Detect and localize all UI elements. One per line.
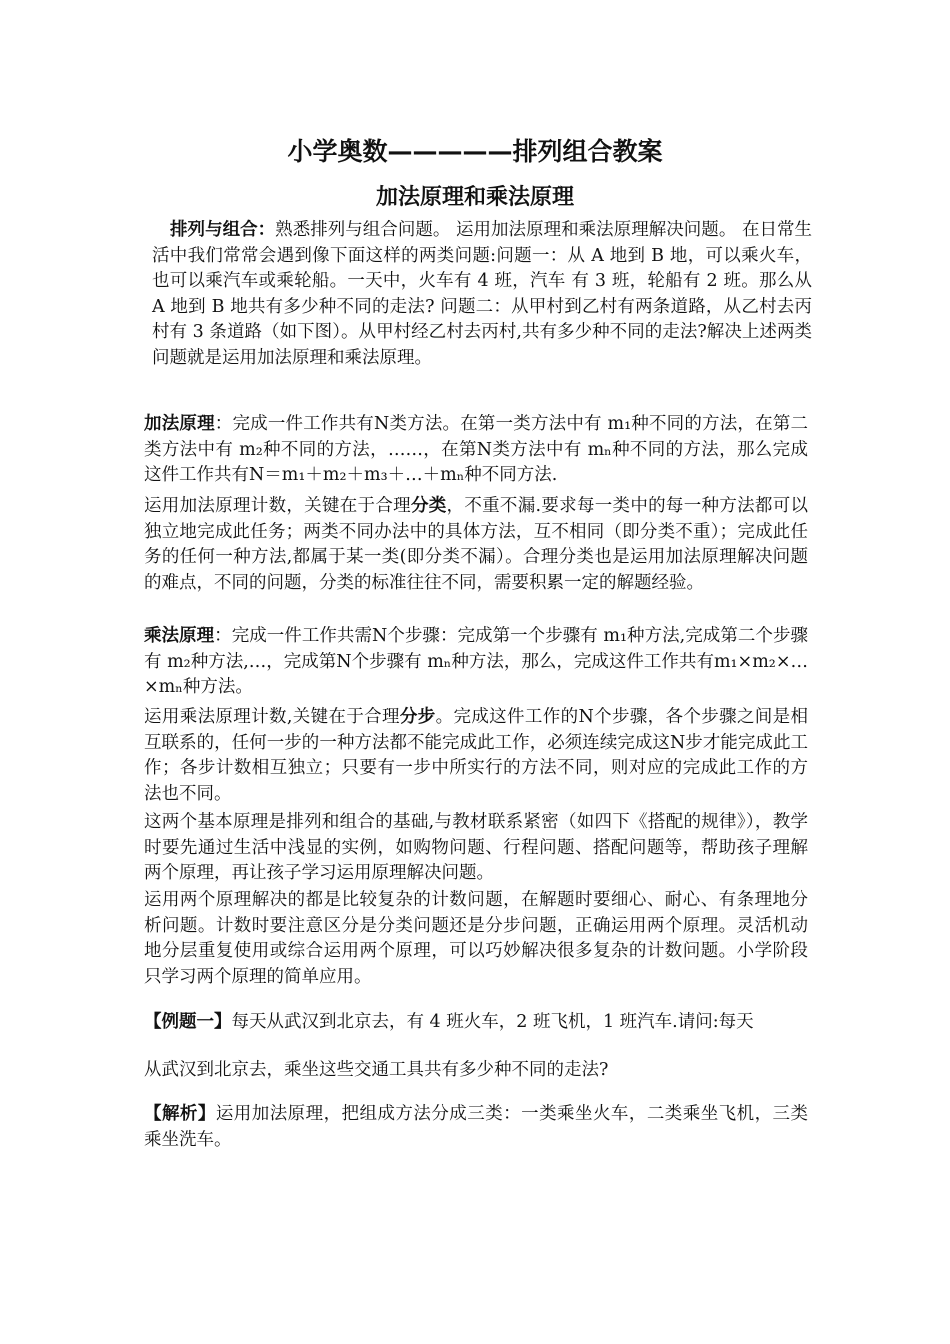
multiplication-note-paragraph (144, 705, 808, 807)
addition-note-bold: 分类 (410, 496, 447, 516)
example-1-line-2: 从武汉到北京去，乘坐这些交通工具共有多少种不同的走法? (144, 1060, 609, 1080)
multiplication-principle-lead: 乘法原理 (144, 626, 215, 646)
multiplication-principle-text: ：完成一件工作共需N个步骤：完成第一个步骤有 m₁种方法,完成第二个步骤有 m₂种方法,…，完成第N个步骤有 mₙ种方法，那么，完成这件工作共有m₁×m₂×…×mₙ种方法。 (144, 626, 809, 697)
example-1-label: 【例题一】 (144, 1012, 232, 1032)
addition-note-paragraph (144, 494, 808, 596)
multiplication-principle-paragraph (144, 624, 808, 701)
section-subtitle: 加法原理和乘法原理 (375, 185, 574, 210)
multiplication-note-before: 运用乘法原理计数,关键在于合理 (144, 707, 400, 727)
addition-principle-lead: 加法原理 (144, 414, 215, 434)
analysis-1-label: 【解析】 (144, 1104, 216, 1124)
intro-paragraph (152, 218, 812, 371)
application-paragraph: 运用两个原理解决的都是比较复杂的计数问题，在解题时要细心、耐心、有条理地分析问题。计数时要注意区分是分类问题还是分步问题，正确运用两个原理。灵活机动地分层重复使用或综合运用两个原理，可以巧妙解决很多复杂的计数问题。小学阶段只学习两个原理的简单应用。 (144, 890, 808, 987)
intro-lead: 排列与组合： (170, 220, 276, 240)
addition-principle-text: ：完成一件工作共有N类方法。在第一类方法中有 m₁种不同的方法，在第二类方法中有 m₂种不同的方法，……，在第N类方法中有 mₙ种不同的方法，那么完成这件工作共有N＝m₁＋m₂＋m₃＋…＋mₙ种不同方法. (144, 414, 809, 485)
multiplication-note-after: 。完成这件工作的N个步骤，各个步骤之间是相互联系的，任何一步的一种方法都不能完成此工作，必须连续完成这N步才能完成此工作；各步计数相互独立；只要有一步中所实行的方法不同，则对应的完成此工作的方法也不同。 (144, 707, 809, 804)
page-title: 小学奥数—————排列组合教案 (287, 137, 663, 166)
intro-text: 熟悉排列与组合问题。 运用加法原理和乘法原理解决问题。 在日常生活中我们常常会遇到像下面这样的两类问题:问题一：从 A 地到 B 地，可以乘火车，也可以乘汽车或乘轮船。一天中，火车有 4 班，汽车 有 3 班，轮船有 2 班。那么从 A 地到 B 地共有多少种不同的走法? 问题二：从甲村到乙村有两条道路，从乙村去丙村有 3 条道路（如下图）。从甲村经乙村去丙村,共有多少种不同的走法?解决上述两类问题就是运用加法原理和乘法原理。 (152, 220, 813, 368)
example-1-text-1: 每天从武汉到北京去，有 4 班火车，2 班飞机，1 班汽车.请问:每天 (231, 1012, 754, 1032)
analysis-1-text: 运用加法原理，把组成方法分成三类：一类乘坐火车，二类乘坐飞机，三类乘坐洗车。 (144, 1104, 809, 1150)
addition-note-before: 运用加法原理计数，关键在于合理 (144, 496, 411, 516)
addition-note-after: ，不重不漏.要求每一类中的每一种方法都可以独立地完成此任务；两类不同办法中的具体方法，互不相同（即分类不重）；完成此任务的任何一种方法,都属于某一类(即分类不漏）。合理分类也是运用加法原理解决问题的难点，不同的问题，分类的标准往往不同，需要积累一定的解题经验。 (144, 496, 809, 593)
analysis-1-paragraph (144, 1102, 808, 1153)
example-1-line-1 (144, 1010, 808, 1035)
addition-principle-paragraph (144, 412, 808, 489)
multiplication-note-bold: 分步 (399, 707, 436, 727)
basics-paragraph: 这两个基本原理是排列和组合的基础,与教材联系紧密（如四下《搭配的规律》），教学时要先通过生活中浅显的实例，如购物问题、行程问题、搭配问题等，帮助孩子理解两个原理，再让孩子学习运用原理解决问题。 (144, 812, 808, 883)
